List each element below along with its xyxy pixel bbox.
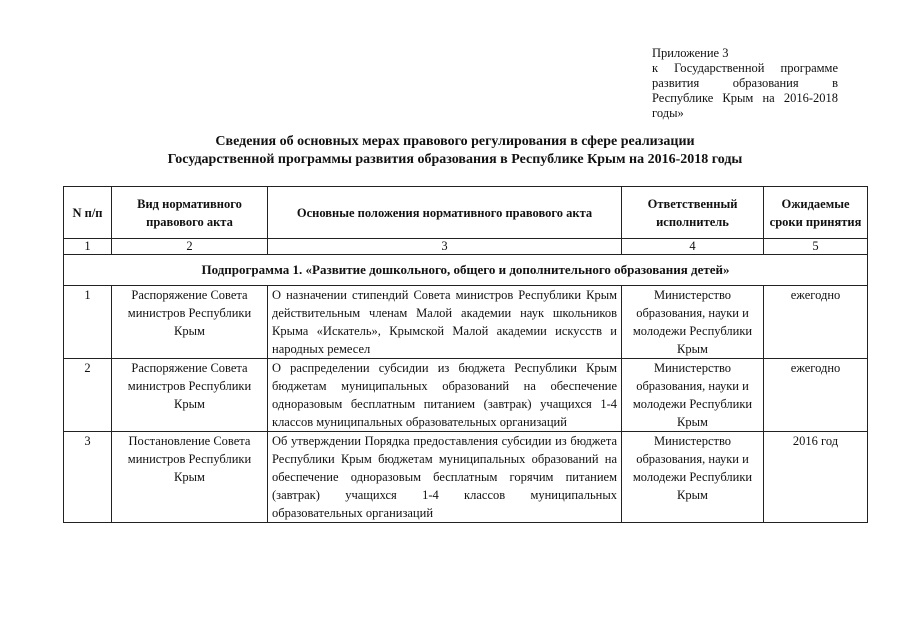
- header-term: Ожидаемые сроки принятия: [764, 187, 868, 239]
- appendix-line-5: годы»: [652, 106, 684, 120]
- table-header-row: [64, 187, 868, 239]
- row-term: 2016 год: [764, 432, 868, 523]
- header-provisions: Основные положения нормативного правового акта: [268, 187, 622, 239]
- row-provisions: О назначении стипендий Совета министров Республики Крым действительным членам Малой академии наук школьников Крыма «Искатель», Крымской Малой академии искусств и народных ремесел: [268, 286, 622, 359]
- title-line-2: Государственной программы развития образования в Республике Крым на 2016-2018 годы: [167, 152, 743, 167]
- appendix-line-4: Республике Крым на 2016-2018: [652, 91, 838, 105]
- row-act-type: Постановление Совета министров Республики Крым: [112, 432, 268, 523]
- column-number: 5: [764, 239, 868, 255]
- subprogram-title: Подпрограмма 1. «Развитие дошкольного, общего и дополнительного образования детей»: [64, 255, 868, 286]
- column-number: 2: [112, 239, 268, 255]
- header-act-type: Вид нормативного правового акта: [112, 187, 268, 239]
- row-term: ежегодно: [764, 286, 868, 359]
- appendix-note: [652, 46, 838, 121]
- row-provisions: О распределении субсидии из бюджета Республики Крым бюджетам муниципальных образований на обеспечение одноразовым бесплатным питанием (завтрак) учащихся 1-4 классов муниципальных образовательных организаций: [268, 359, 622, 432]
- column-numbers-row: [64, 239, 868, 255]
- measures-table: [63, 186, 868, 523]
- header-executor: Ответственный исполнитель: [622, 187, 764, 239]
- header-number: N п/п: [64, 187, 112, 239]
- appendix-line-3: развития образования в: [652, 76, 838, 90]
- row-number: 1: [64, 286, 112, 359]
- row-act-type: Распоряжение Совета министров Республики Крым: [112, 286, 268, 359]
- subprogram-row: [64, 255, 868, 286]
- column-number: 3: [268, 239, 622, 255]
- column-number: 4: [622, 239, 764, 255]
- row-provisions: Об утверждении Порядка предоставления субсидии из бюджета Республики Крым бюджетам муниципальных образований на обеспечение одноразовым бесплатным горячим питанием (завтрак) учащихся 1-4 классов муниципальных образовательных организаций: [268, 432, 622, 523]
- row-act-type: Распоряжение Совета министров Республики Крым: [112, 359, 268, 432]
- document-title: [60, 133, 850, 169]
- row-number: 2: [64, 359, 112, 432]
- row-term: ежегодно: [764, 359, 868, 432]
- table-row: [64, 359, 868, 432]
- row-executor: Министерство образования, науки и молодежи Республики Крым: [622, 359, 764, 432]
- table-row: [64, 286, 868, 359]
- title-line-1: Сведения об основных мерах правового регулирования в сфере реализации: [215, 134, 695, 149]
- column-number: 1: [64, 239, 112, 255]
- row-number: 3: [64, 432, 112, 523]
- table-row: [64, 432, 868, 523]
- row-executor: Министерство образования, науки и молодежи Республики Крым: [622, 432, 764, 523]
- appendix-line-1: Приложение 3: [652, 46, 729, 60]
- row-executor: Министерство образования, науки и молодежи Республики Крым: [622, 286, 764, 359]
- appendix-line-2: к Государственной программе: [652, 61, 838, 75]
